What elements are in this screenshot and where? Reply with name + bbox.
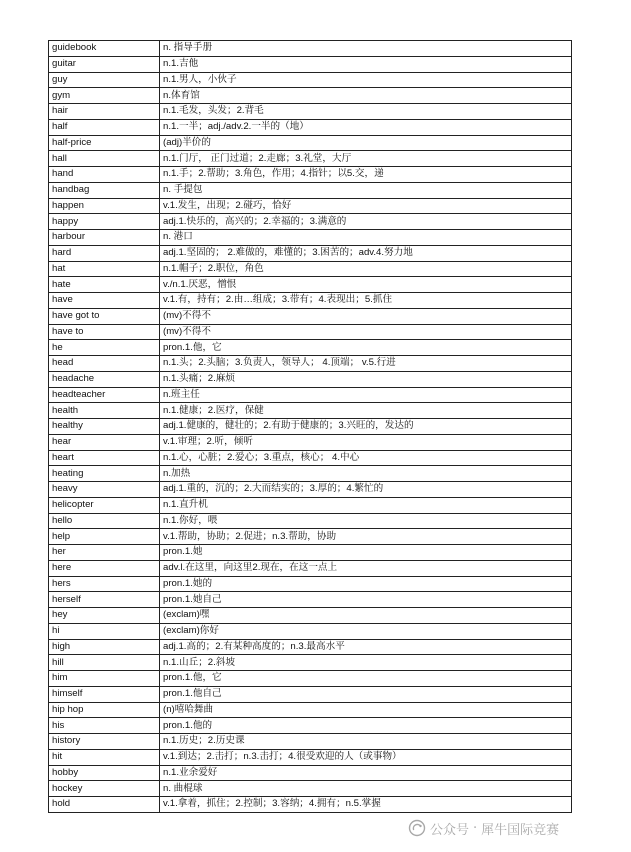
watermark	[408, 816, 559, 840]
vocabulary-meaning: pron.1.她的	[160, 576, 572, 592]
vocabulary-meaning: n.1.头痛；2.麻烦	[160, 371, 572, 387]
vocabulary-row	[49, 592, 572, 608]
vocabulary-word: he	[49, 340, 160, 356]
vocabulary-row	[49, 387, 572, 403]
vocabulary-row	[49, 623, 572, 639]
vocabulary-word: hate	[49, 277, 160, 293]
vocabulary-word: hi	[49, 623, 160, 639]
vocabulary-word: hockey	[49, 781, 160, 797]
vocabulary-word: history	[49, 734, 160, 750]
vocabulary-meaning: v.1.审理；2.听，倾听	[160, 434, 572, 450]
vocabulary-meaning: (exclam)你好	[160, 623, 572, 639]
vocabulary-meaning: n.体育馆	[160, 88, 572, 104]
vocabulary-meaning: n.1.心，心脏；2.爱心；3.重点，核心； 4.中心	[160, 450, 572, 466]
wechat-official-account-icon	[408, 819, 426, 837]
vocabulary-meaning: adj.1.坚固的； 2.难做的，难懂的；3.困苦的；adv.4.努力地	[160, 245, 572, 261]
vocabulary-meaning: v./n.1.厌恶，憎恨	[160, 277, 572, 293]
vocabulary-meaning: v.1.到达；2.击打；n.3.击打；4.很受欢迎的人（或事物）	[160, 749, 572, 765]
vocabulary-meaning: v.1.拿着，抓住；2.控制；3.容纳；4.拥有；n.5.掌握	[160, 797, 572, 813]
vocabulary-meaning: n.班主任	[160, 387, 572, 403]
vocabulary-row	[49, 324, 572, 340]
vocabulary-word: hello	[49, 513, 160, 529]
vocabulary-word: hit	[49, 749, 160, 765]
vocabulary-row	[49, 702, 572, 718]
vocabulary-row	[49, 765, 572, 781]
vocabulary-row	[49, 655, 572, 671]
vocabulary-row	[49, 482, 572, 498]
vocabulary-row	[49, 56, 572, 72]
vocabulary-table	[48, 40, 572, 813]
vocabulary-row	[49, 734, 572, 750]
vocabulary-word: himself	[49, 686, 160, 702]
vocabulary-meaning: adv.l.在这里，向这里2.现在，在这一点上	[160, 560, 572, 576]
vocabulary-word: high	[49, 639, 160, 655]
vocabulary-meaning: pron.1.他的	[160, 718, 572, 734]
vocabulary-row	[49, 293, 572, 309]
vocabulary-row	[49, 466, 572, 482]
vocabulary-meaning: (mv)不得不	[160, 308, 572, 324]
vocabulary-word: hand	[49, 167, 160, 183]
vocabulary-row	[49, 371, 572, 387]
vocabulary-row	[49, 230, 572, 246]
vocabulary-word: hill	[49, 655, 160, 671]
vocabulary-meaning: adj.1.重的，沉的；2.大而结实的；3.厚的；4.繁忙的	[160, 482, 572, 498]
vocabulary-row	[49, 182, 572, 198]
vocabulary-row	[49, 308, 572, 324]
vocabulary-word: hat	[49, 261, 160, 277]
vocabulary-meaning: n.1.男人，小伙子	[160, 72, 572, 88]
vocabulary-row	[49, 214, 572, 230]
vocabulary-word: half-price	[49, 135, 160, 151]
vocabulary-word: him	[49, 671, 160, 687]
vocabulary-meaning: n.加热	[160, 466, 572, 482]
vocabulary-meaning: adj.1.快乐的，高兴的；2.幸福的；3.满意的	[160, 214, 572, 230]
vocabulary-word: handbag	[49, 182, 160, 198]
vocabulary-meaning: (mv)不得不	[160, 324, 572, 340]
vocabulary-meaning: v.1.有，持有；2.由…组成；3.带有；4.表现出；5.抓住	[160, 293, 572, 309]
vocabulary-word: help	[49, 529, 160, 545]
vocabulary-row	[49, 261, 572, 277]
vocabulary-row	[49, 198, 572, 214]
vocabulary-meaning: n.1.门厅， 正门过道；2.走廊；3.礼堂，大厅	[160, 151, 572, 167]
vocabulary-meaning: n.1.帽子；2.职位，角色	[160, 261, 572, 277]
vocabulary-row	[49, 686, 572, 702]
vocabulary-meaning: adj.1.健康的，健壮的；2.有助于健康的；3.兴旺的，发达的	[160, 419, 572, 435]
vocabulary-word: hard	[49, 245, 160, 261]
vocabulary-row	[49, 340, 572, 356]
vocabulary-word: heating	[49, 466, 160, 482]
vocabulary-meaning: n. 曲棍球	[160, 781, 572, 797]
vocabulary-row	[49, 781, 572, 797]
vocabulary-word: happen	[49, 198, 160, 214]
vocabulary-word: headache	[49, 371, 160, 387]
vocabulary-row	[49, 513, 572, 529]
vocabulary-row	[49, 718, 572, 734]
vocabulary-meaning: n. 手提包	[160, 182, 572, 198]
vocabulary-meaning: (exclam)嘿	[160, 608, 572, 624]
vocabulary-row	[49, 749, 572, 765]
vocabulary-word: guitar	[49, 56, 160, 72]
vocabulary-word: health	[49, 403, 160, 419]
vocabulary-word: happy	[49, 214, 160, 230]
vocabulary-row	[49, 419, 572, 435]
vocabulary-word: his	[49, 718, 160, 734]
vocabulary-meaning: n.1.吉他	[160, 56, 572, 72]
vocabulary-row	[49, 545, 572, 561]
vocabulary-meaning: adj.1.高的；2.有某种高度的；n.3.最高水平	[160, 639, 572, 655]
vocabulary-word: helicopter	[49, 497, 160, 513]
vocabulary-meaning: n.1.头；2.头脑；3.负责人，领导人； 4.顶端； v.5.行进	[160, 356, 572, 372]
vocabulary-meaning: n.1.山丘；2.斜坡	[160, 655, 572, 671]
vocabulary-word: harbour	[49, 230, 160, 246]
vocabulary-word: hip hop	[49, 702, 160, 718]
vocabulary-row	[49, 88, 572, 104]
vocabulary-word: head	[49, 356, 160, 372]
vocabulary-meaning: v.1.发生，出现；2.碰巧，恰好	[160, 198, 572, 214]
vocabulary-meaning: n.1.手；2.帮助；3.角色，作用；4.指针；以5.交，递	[160, 167, 572, 183]
watermark-account-label: 公众号	[430, 822, 470, 838]
vocabulary-word: heavy	[49, 482, 160, 498]
vocabulary-row	[49, 639, 572, 655]
vocabulary-word: headteacher	[49, 387, 160, 403]
vocabulary-row	[49, 72, 572, 88]
vocabulary-meaning: n.1.健康；2.医疗，保健	[160, 403, 572, 419]
vocabulary-row	[49, 277, 572, 293]
watermark-separator: ·	[473, 820, 478, 836]
vocabulary-meaning: n.1.一半；adj./adv.2.一半的（地）	[160, 119, 572, 135]
vocabulary-word: guy	[49, 72, 160, 88]
vocabulary-meaning: n. 港口	[160, 230, 572, 246]
vocabulary-word: hey	[49, 608, 160, 624]
vocabulary-word: here	[49, 560, 160, 576]
vocabulary-word: gym	[49, 88, 160, 104]
vocabulary-word: hobby	[49, 765, 160, 781]
vocabulary-word: heart	[49, 450, 160, 466]
vocabulary-meaning: n.1.业余爱好	[160, 765, 572, 781]
vocabulary-meaning: n.1.毛发，头发；2.背毛	[160, 104, 572, 120]
vocabulary-meaning: pron.1.她	[160, 545, 572, 561]
vocabulary-word: hear	[49, 434, 160, 450]
vocabulary-word: hall	[49, 151, 160, 167]
vocabulary-meaning: n.1.历史；2.历史课	[160, 734, 572, 750]
vocabulary-row	[49, 434, 572, 450]
vocabulary-row	[49, 560, 572, 576]
vocabulary-word: herself	[49, 592, 160, 608]
vocabulary-row	[49, 245, 572, 261]
vocabulary-meaning: n.1.直升机	[160, 497, 572, 513]
vocabulary-row	[49, 671, 572, 687]
vocabulary-meaning: pron.1.她自己	[160, 592, 572, 608]
watermark-account-name: 犀牛国际竞赛	[481, 822, 560, 838]
vocabulary-word: have to	[49, 324, 160, 340]
vocabulary-row	[49, 608, 572, 624]
vocabulary-row	[49, 576, 572, 592]
vocabulary-row	[49, 119, 572, 135]
vocabulary-meaning: (adj)半价的	[160, 135, 572, 151]
vocabulary-word: hers	[49, 576, 160, 592]
vocabulary-row	[49, 104, 572, 120]
vocabulary-word: her	[49, 545, 160, 561]
vocabulary-meaning: pron.1.他自己	[160, 686, 572, 702]
vocabulary-row	[49, 450, 572, 466]
vocabulary-word: healthy	[49, 419, 160, 435]
vocabulary-meaning: (n)嘻哈舞曲	[160, 702, 572, 718]
vocabulary-meaning: v.1.帮助，协助；2.促进；n.3.帮助，协助	[160, 529, 572, 545]
vocabulary-word: half	[49, 119, 160, 135]
vocabulary-word: hold	[49, 797, 160, 813]
vocabulary-meaning: pron.1.他，它	[160, 340, 572, 356]
vocabulary-word: have	[49, 293, 160, 309]
vocabulary-word: hair	[49, 104, 160, 120]
vocabulary-row	[49, 41, 572, 57]
vocabulary-row	[49, 151, 572, 167]
vocabulary-row	[49, 356, 572, 372]
vocabulary-row	[49, 167, 572, 183]
vocabulary-row	[49, 135, 572, 151]
vocabulary-row	[49, 497, 572, 513]
vocabulary-word: have got to	[49, 308, 160, 324]
vocabulary-row	[49, 529, 572, 545]
vocabulary-table-body	[49, 41, 572, 813]
vocabulary-word: guidebook	[49, 41, 160, 57]
vocabulary-meaning: n.1.你好，喂	[160, 513, 572, 529]
vocabulary-row	[49, 403, 572, 419]
vocabulary-meaning: pron.1.他，它	[160, 671, 572, 687]
vocabulary-row	[49, 797, 572, 813]
vocabulary-meaning: n. 指导手册	[160, 41, 572, 57]
